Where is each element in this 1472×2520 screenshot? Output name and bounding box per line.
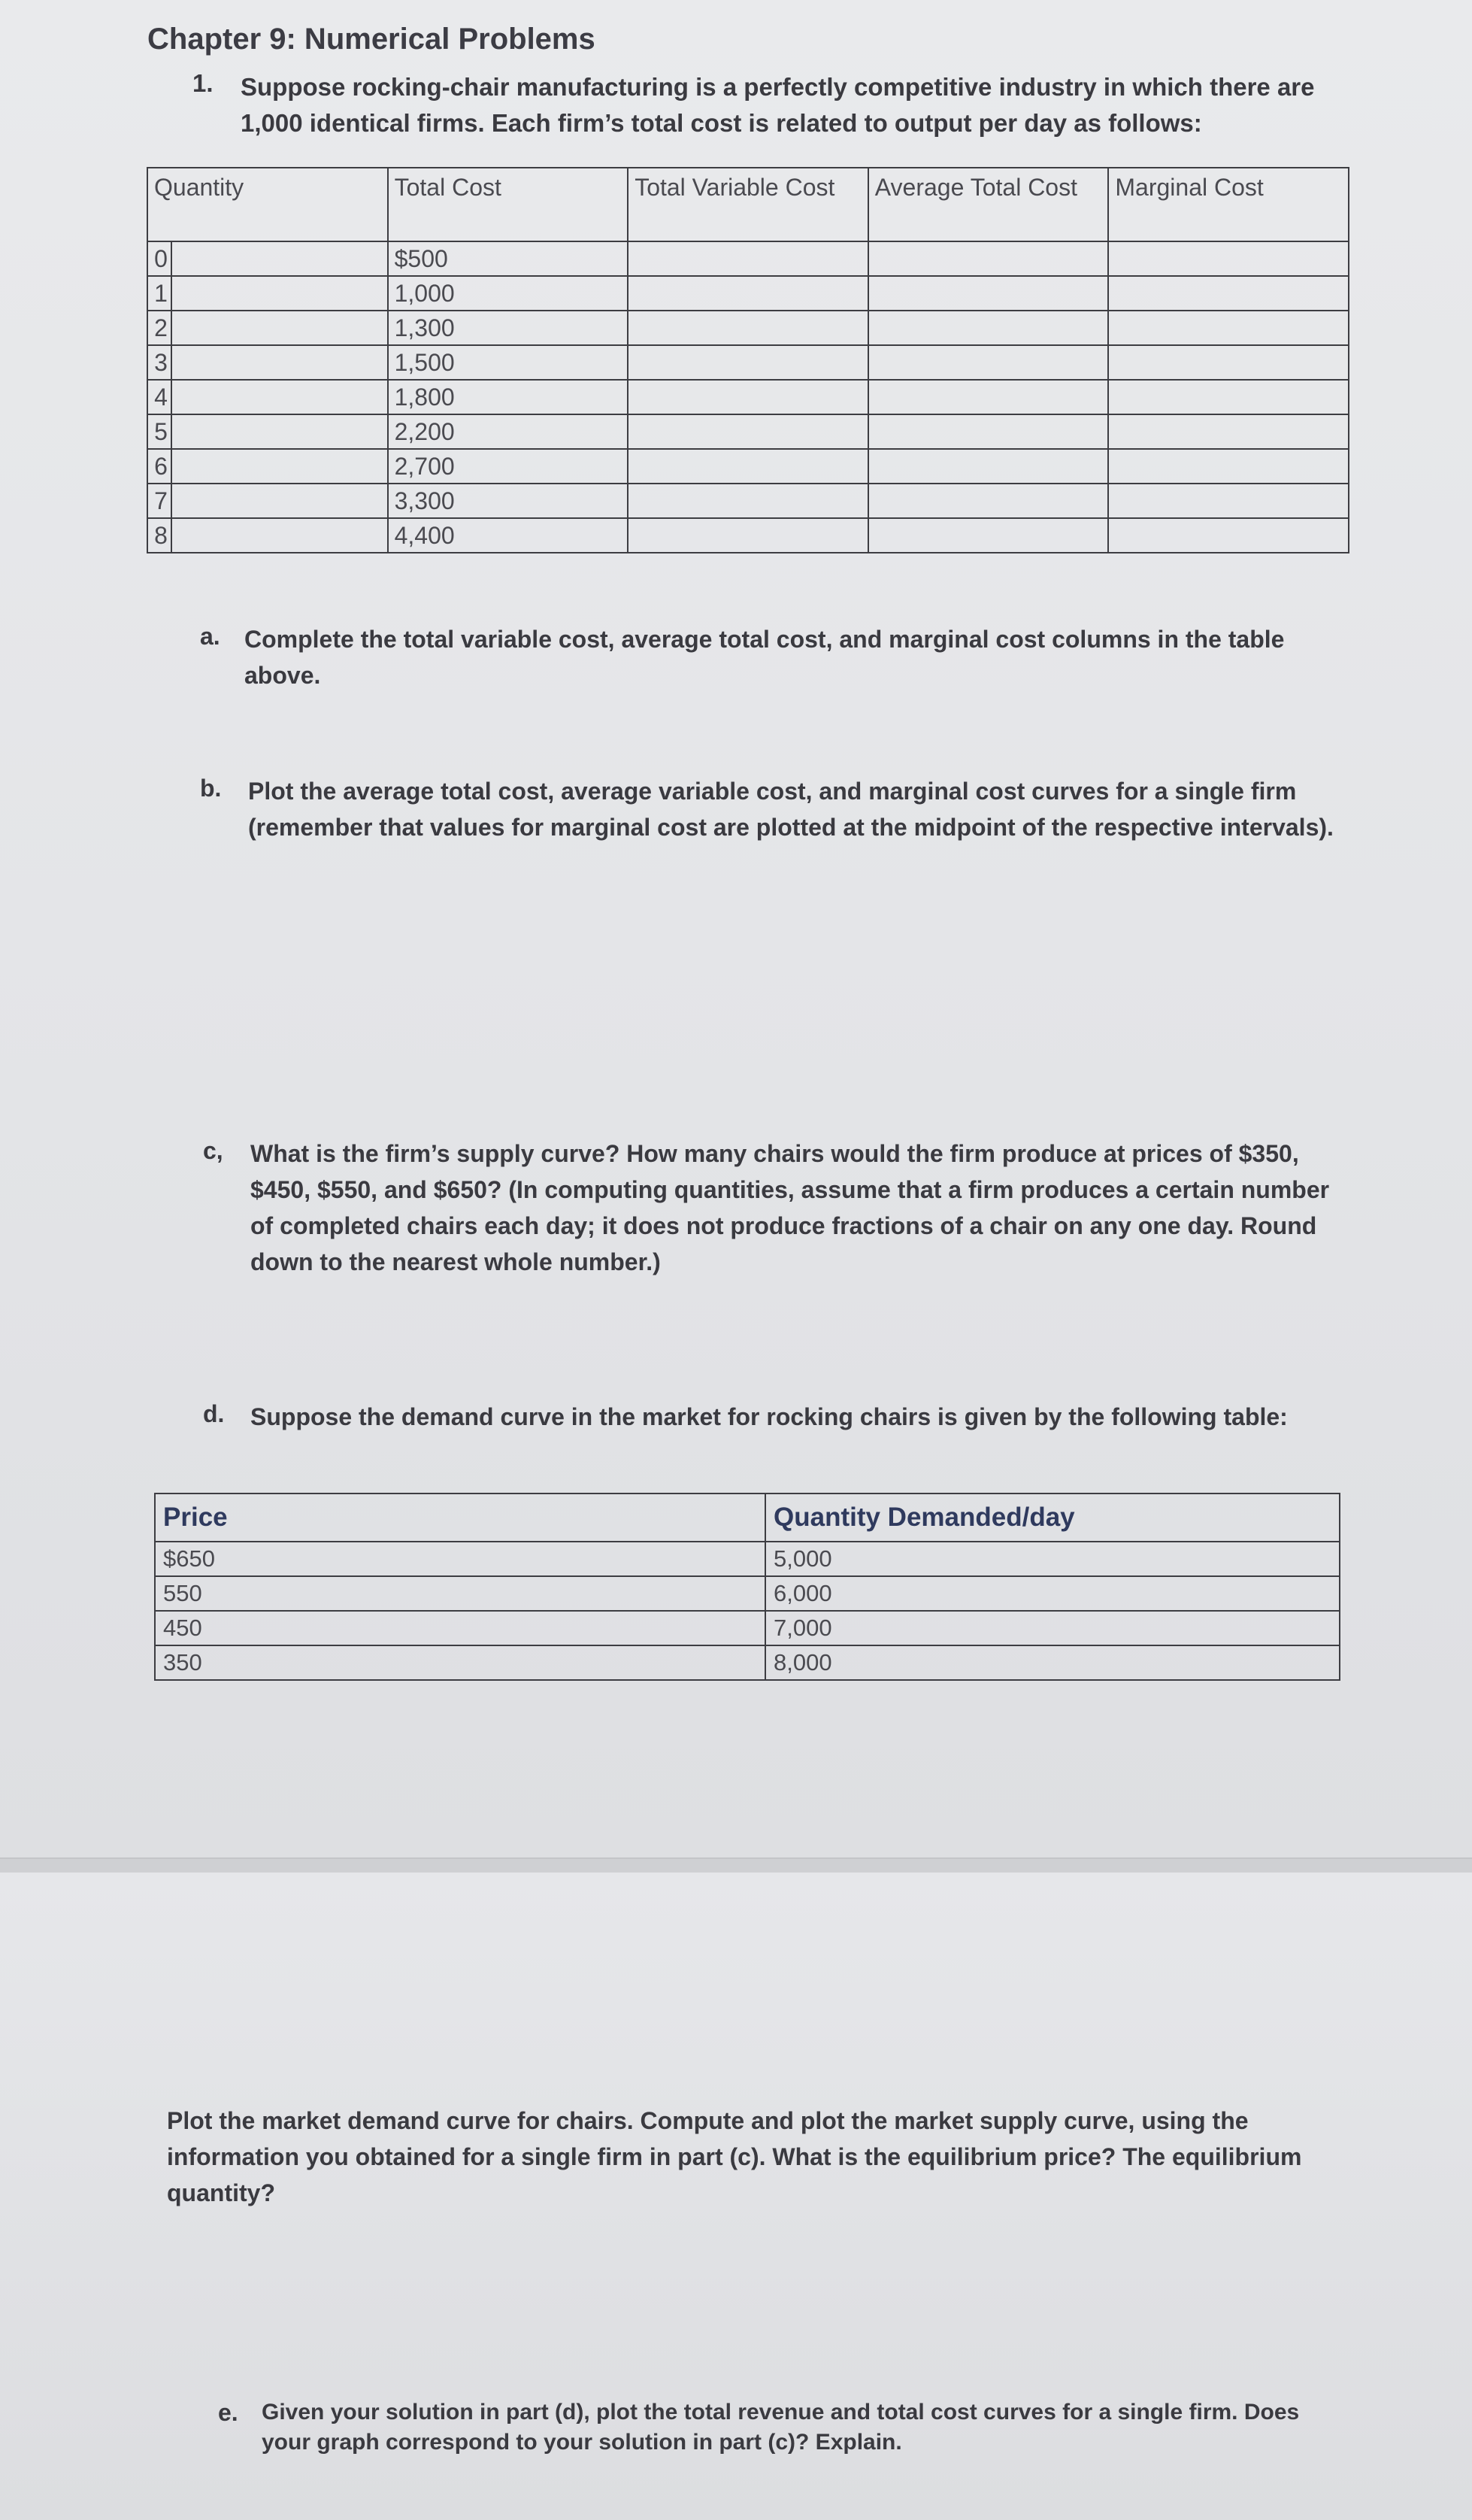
mc-cell[interactable]	[1108, 449, 1349, 484]
total-cost-cell: 2,200	[388, 414, 628, 449]
table-row	[147, 345, 1349, 380]
header-average-total-cost: Average Total Cost	[868, 168, 1109, 241]
atc-cell[interactable]	[868, 380, 1109, 414]
price-cell: 450	[155, 1611, 765, 1645]
quantity-value: 6	[148, 450, 172, 483]
quantity-value: 3	[148, 346, 172, 379]
table-row	[147, 380, 1349, 414]
quantity-cell	[147, 276, 388, 311]
header-quantity: Quantity	[147, 168, 388, 241]
mc-cell[interactable]	[1108, 311, 1349, 345]
quantity-value: 7	[148, 484, 172, 517]
quantity-cell	[147, 241, 388, 276]
mc-cell[interactable]	[1108, 518, 1349, 553]
header-price: Price	[155, 1494, 765, 1542]
mc-cell[interactable]	[1108, 345, 1349, 380]
quantity-cell	[147, 311, 388, 345]
table-row	[147, 414, 1349, 449]
part-e-text: Given your solution in part (d), plot the total revenue and total cost curves for a single firm. Does your graph correspond to your solution in part (c)? Explain.	[262, 2400, 1300, 2455]
total-cost-cell: $500	[388, 241, 628, 276]
mc-cell[interactable]	[1108, 484, 1349, 518]
quantity-cell	[147, 345, 388, 380]
part-b-text: Plot the average total cost, average variable cost, and marginal cost curves for a single firm (remember that values for marginal cost are plotted at the midpoint of the respective intervals).	[248, 778, 1334, 841]
table-row	[155, 1611, 1340, 1645]
tvc-cell[interactable]	[628, 345, 868, 380]
quantity-demanded-cell: 8,000	[765, 1645, 1340, 1680]
quantity-cell	[147, 484, 388, 518]
total-cost-cell: 2,700	[388, 449, 628, 484]
header-total-variable-cost: Total Variable Cost	[628, 168, 868, 241]
table-row	[155, 1576, 1340, 1611]
table-row	[147, 241, 1349, 276]
atc-cell[interactable]	[868, 311, 1109, 345]
quantity-demanded-cell: 7,000	[765, 1611, 1340, 1645]
mc-cell[interactable]	[1108, 241, 1349, 276]
atc-cell[interactable]	[868, 276, 1109, 311]
mc-cell[interactable]	[1108, 414, 1349, 449]
quantity-value: 5	[148, 415, 172, 448]
part-c-letter: c,	[203, 1137, 223, 1164]
tvc-cell[interactable]	[628, 484, 868, 518]
total-cost-cell: 1,500	[388, 345, 628, 380]
quantity-cell	[147, 380, 388, 414]
demand-table	[154, 1493, 1340, 1681]
tvc-cell[interactable]	[628, 311, 868, 345]
part-a-letter: a.	[200, 623, 220, 650]
total-cost-cell: 1,800	[388, 380, 628, 414]
problem-text: Suppose rocking-chair manufacturing is a perfectly competitive industry in which there are 1,000 identical firms. Each firm’s total cost is related to output per day as follows:	[241, 73, 1315, 137]
quantity-cell	[147, 414, 388, 449]
quantity-cell	[147, 449, 388, 484]
total-cost-cell: 1,000	[388, 276, 628, 311]
quantity-value: 0	[148, 242, 172, 275]
part-d-followup-text: Plot the market demand curve for chairs. Compute and plot the market supply curve, using the information you obtained for a single firm in part (c). What is the equilibrium price? The equilibrium quantity?	[167, 2107, 1302, 2206]
price-cell: $650	[155, 1542, 765, 1576]
table-row	[155, 1542, 1340, 1576]
total-cost-cell: 1,300	[388, 311, 628, 345]
cost-table	[147, 167, 1349, 553]
chapter-title: Chapter 9: Numerical Problems	[147, 23, 595, 56]
table-row	[155, 1645, 1340, 1680]
quantity-value: 2	[148, 311, 172, 344]
mc-cell[interactable]	[1108, 380, 1349, 414]
atc-cell[interactable]	[868, 414, 1109, 449]
header-quantity-demanded: Quantity Demanded/day	[765, 1494, 1340, 1542]
atc-cell[interactable]	[868, 484, 1109, 518]
atc-cell[interactable]	[868, 449, 1109, 484]
quantity-value: 1	[148, 277, 172, 310]
price-cell: 550	[155, 1576, 765, 1611]
table-row	[147, 449, 1349, 484]
quantity-value: 8	[148, 519, 172, 552]
total-cost-cell: 4,400	[388, 518, 628, 553]
quantity-value: 4	[148, 381, 172, 414]
tvc-cell[interactable]	[628, 518, 868, 553]
part-b-letter: b.	[200, 775, 222, 802]
tvc-cell[interactable]	[628, 276, 868, 311]
table-row	[147, 518, 1349, 553]
tvc-cell[interactable]	[628, 380, 868, 414]
problem-number: 1.	[192, 69, 214, 97]
header-total-cost: Total Cost	[388, 168, 628, 241]
tvc-cell[interactable]	[628, 414, 868, 449]
atc-cell[interactable]	[868, 345, 1109, 380]
tvc-cell[interactable]	[628, 449, 868, 484]
cost-table-header	[147, 168, 1349, 241]
table-row	[147, 311, 1349, 345]
table-row	[147, 276, 1349, 311]
quantity-cell	[147, 518, 388, 553]
quantity-demanded-cell: 6,000	[765, 1576, 1340, 1611]
total-cost-cell: 3,300	[388, 484, 628, 518]
page-gap	[0, 1857, 1472, 1874]
part-e-letter: e.	[218, 2399, 238, 2426]
part-c-text: What is the firm’s supply curve? How many chairs would the firm produce at prices of $350, $450, $550, and $650? (In computing quantities, assume that a firm produces a certain number of completed chairs each day; it does not produce fractions of a chair on any one day. Round down to the nearest whole number.)	[250, 1140, 1330, 1275]
part-d-letter: d.	[203, 1400, 225, 1427]
tvc-cell[interactable]	[628, 241, 868, 276]
atc-cell[interactable]	[868, 518, 1109, 553]
part-a-text: Complete the total variable cost, average total cost, and marginal cost columns in the table above.	[244, 626, 1285, 689]
part-d-text: Suppose the demand curve in the market for rocking chairs is given by the following table:	[250, 1403, 1288, 1430]
demand-table-header	[155, 1494, 1340, 1542]
atc-cell[interactable]	[868, 241, 1109, 276]
table-row	[147, 484, 1349, 518]
quantity-demanded-cell: 5,000	[765, 1542, 1340, 1576]
mc-cell[interactable]	[1108, 276, 1349, 311]
price-cell: 350	[155, 1645, 765, 1680]
header-marginal-cost: Marginal Cost	[1108, 168, 1349, 241]
